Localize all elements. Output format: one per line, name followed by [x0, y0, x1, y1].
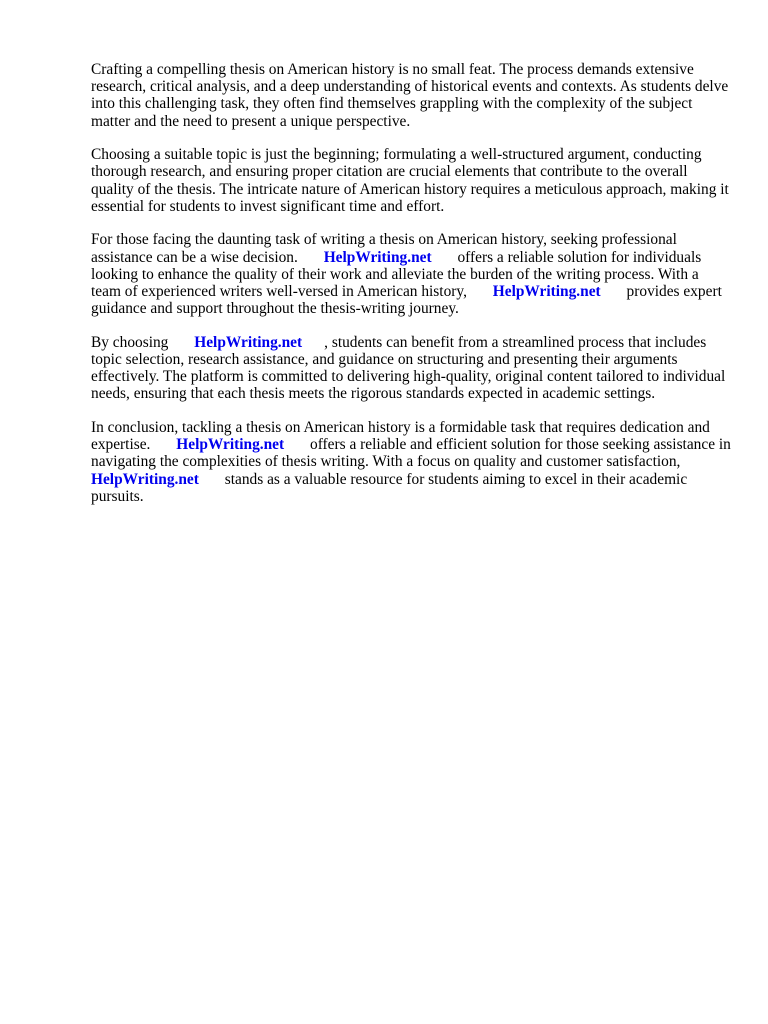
paragraph-text: offers a reliable and efficient solution for those seeking assistance in navigating the complexities of thesis writing. With a focus on quality and customer satisfaction,	[91, 436, 731, 471]
helpwriting-link[interactable]: HelpWriting.net	[323, 248, 432, 266]
paragraph-text: , students can benefit from a streamlined process that includes topic selection, research assistance, and guidance on structuring and presenting their arguments effectively. The platform is committed to delivering high-quality, original content tailored to individual needs, ensuring that each thesis meets the rigorous standards expected in academic settings.	[91, 333, 726, 403]
paragraph-text: stands as a valuable resource for students aiming to excel in their academic pursuits.	[91, 470, 688, 505]
helpwriting-link[interactable]: HelpWriting.net	[176, 436, 285, 454]
paragraph-text: By choosing	[91, 333, 169, 351]
paragraph-text: provides expert guidance and support throughout the thesis-writing journey.	[91, 283, 722, 318]
helpwriting-link[interactable]: HelpWriting.net	[492, 283, 601, 301]
paragraph-text: Choosing a suitable topic is just the beginning; formulating a well-structured argument, conducting thorough research, and ensuring proper citation are crucial elements that contribute to the overall quality of the thesis. The intricate nature of American history requires a meticulous approach, making it essential for students to invest significant time and effort.	[91, 146, 729, 215]
helpwriting-link[interactable]: HelpWriting.net	[194, 333, 303, 351]
paragraph-text: In conclusion, tackling a thesis on American history is a formidable task that requires dedication and expertise.	[91, 419, 710, 454]
paragraph-assistance	[91, 231, 731, 317]
paragraph-text: offers a reliable solution for individuals looking to enhance the quality of their work and alleviate the burden of the writing process. With a team of experienced writers well-versed in American history,	[91, 248, 702, 301]
helpwriting-link[interactable]: HelpWriting.net	[91, 470, 199, 488]
paragraph-choosing	[91, 334, 731, 403]
document-body	[91, 61, 731, 521]
paragraph-text: Crafting a compelling thesis on American history is no small feat. The process demands extensive research, critical analysis, and a deep understanding of historical events and contexts. As students delve into this challenging task, they often find themselves grappling with the complexity of the subject matter and the need to present a unique perspective.	[91, 61, 729, 130]
paragraph-text: For those facing the daunting task of writing a thesis on American history, seeking professional assistance can be a wise decision.	[91, 231, 677, 266]
paragraph-topic	[91, 146, 731, 215]
paragraph-intro	[91, 61, 731, 130]
paragraph-conclusion	[91, 419, 731, 505]
